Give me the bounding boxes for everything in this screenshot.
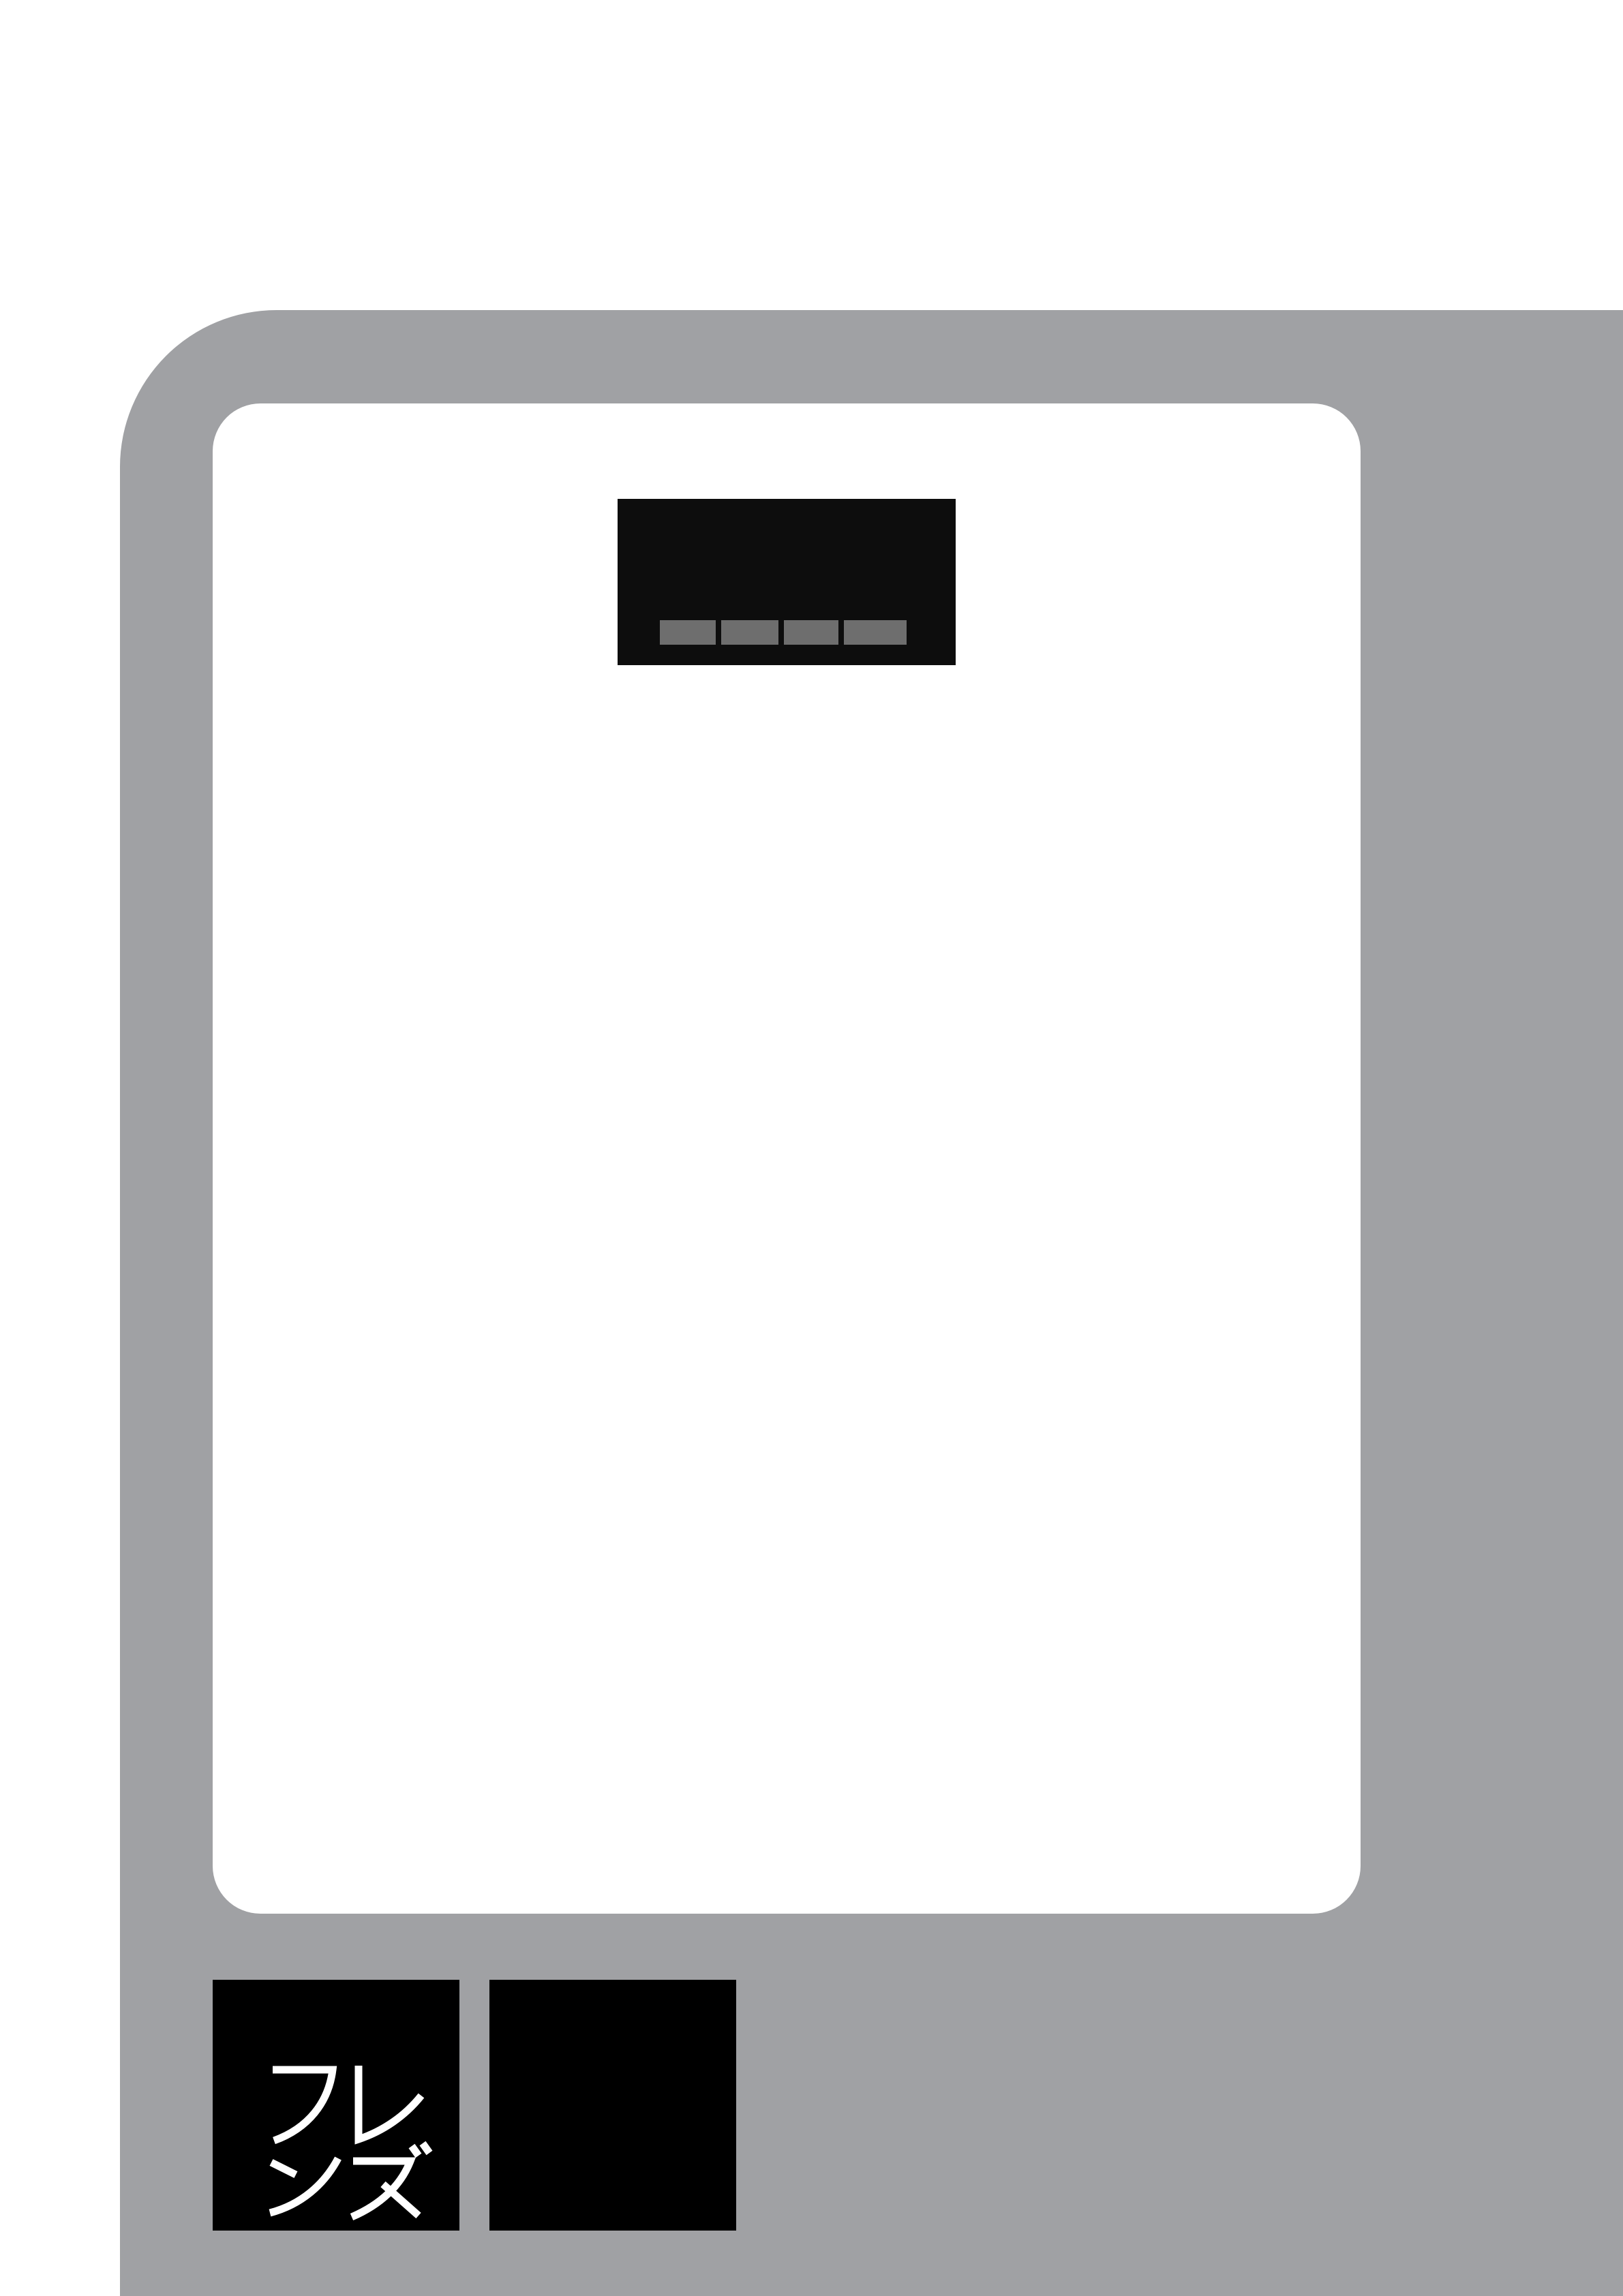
content-card — [213, 403, 1361, 1914]
lcd-label-cal — [844, 620, 907, 645]
lcd-label-dis — [784, 620, 838, 645]
katakana-logo-mark — [213, 1980, 459, 2231]
logo-katakana-block — [213, 1980, 459, 2231]
display-figure — [278, 499, 1295, 665]
logo-wordmark — [489, 1980, 736, 2231]
lcd-label-speed — [721, 620, 778, 645]
lcd-display-image — [618, 499, 956, 665]
logo-furendo-block — [489, 1980, 736, 2231]
lcd-label-time — [660, 620, 716, 645]
